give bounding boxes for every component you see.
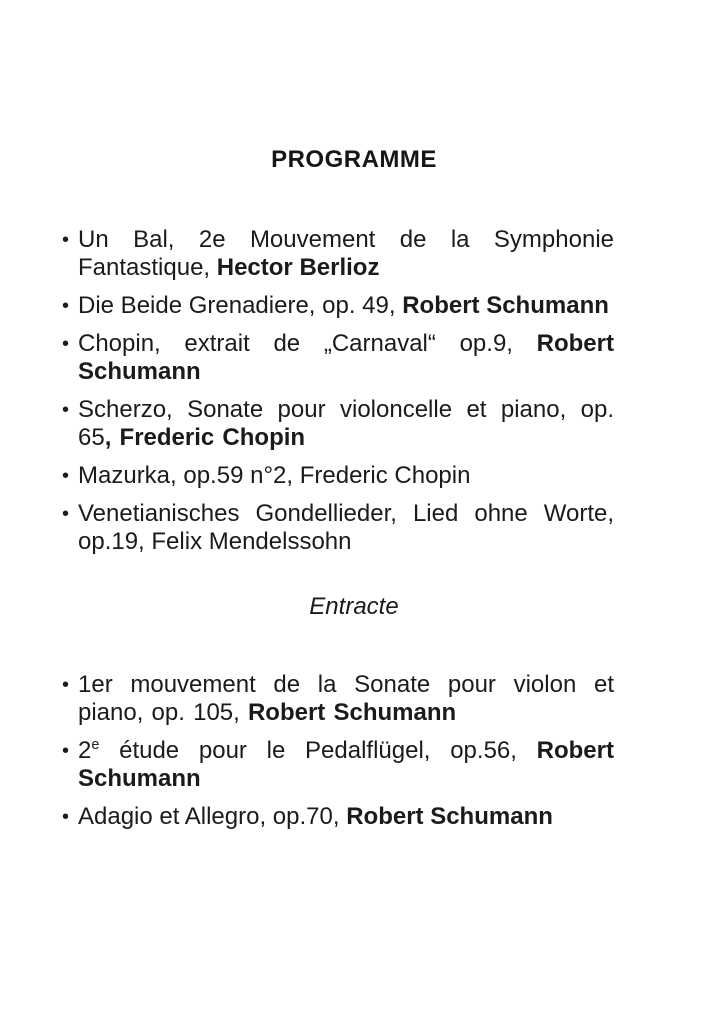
list-item-text: 2 xyxy=(78,737,92,764)
list-item xyxy=(62,737,614,793)
list-item-text: Venetianisches Gondellieder, Lied ohne Worte, op.19, Felix Mendelssohn xyxy=(78,500,614,555)
list-item-text: Robert Schumann xyxy=(402,292,609,319)
list-item-text: Scherzo, Sonate pour violoncelle et piano, op. 65 xyxy=(78,396,614,451)
list-item-text: Robert Schumann xyxy=(346,803,553,830)
list-item-text: Mazurka, op.59 n°2, Frederic Chopin xyxy=(78,462,471,489)
list-item-text: Robert Schumann xyxy=(78,737,614,792)
list-item xyxy=(62,226,614,282)
list-item xyxy=(62,671,614,727)
list-item xyxy=(62,396,614,452)
page-title: PROGRAMME xyxy=(271,146,437,173)
list-item-text: Un Bal, 2e Mouvement de la Symphonie Fantastique, xyxy=(78,226,614,281)
interlude-heading: Entracte xyxy=(309,593,399,620)
list-item-text: Die Beide Grenadiere, op. 49, xyxy=(78,292,403,319)
list-item xyxy=(62,330,614,386)
list-item xyxy=(62,292,614,320)
programme-part2-list xyxy=(62,671,614,831)
list-item-text: Adagio et Allegro, op.70, xyxy=(78,803,347,830)
list-item-text: Chopin, extrait de „Carnaval“ op.9, xyxy=(78,330,537,357)
list-item-text: étude pour le Pedalflügel, op.56, xyxy=(99,737,537,764)
list-item-text: Robert Schumann xyxy=(247,699,457,726)
list-item-text: , Frederic Chopin xyxy=(104,424,306,451)
list-item xyxy=(62,803,614,831)
list-item xyxy=(62,500,614,556)
programme-part1-list xyxy=(62,226,614,556)
list-item-text: Robert Schumann xyxy=(78,330,614,385)
list-item-text: 1er mouvement de la Sonate pour violon et piano, op. 105, xyxy=(78,671,614,726)
list-item-text: e xyxy=(91,737,100,753)
list-item xyxy=(62,462,614,490)
list-item-text: Hector Berlioz xyxy=(216,254,380,281)
